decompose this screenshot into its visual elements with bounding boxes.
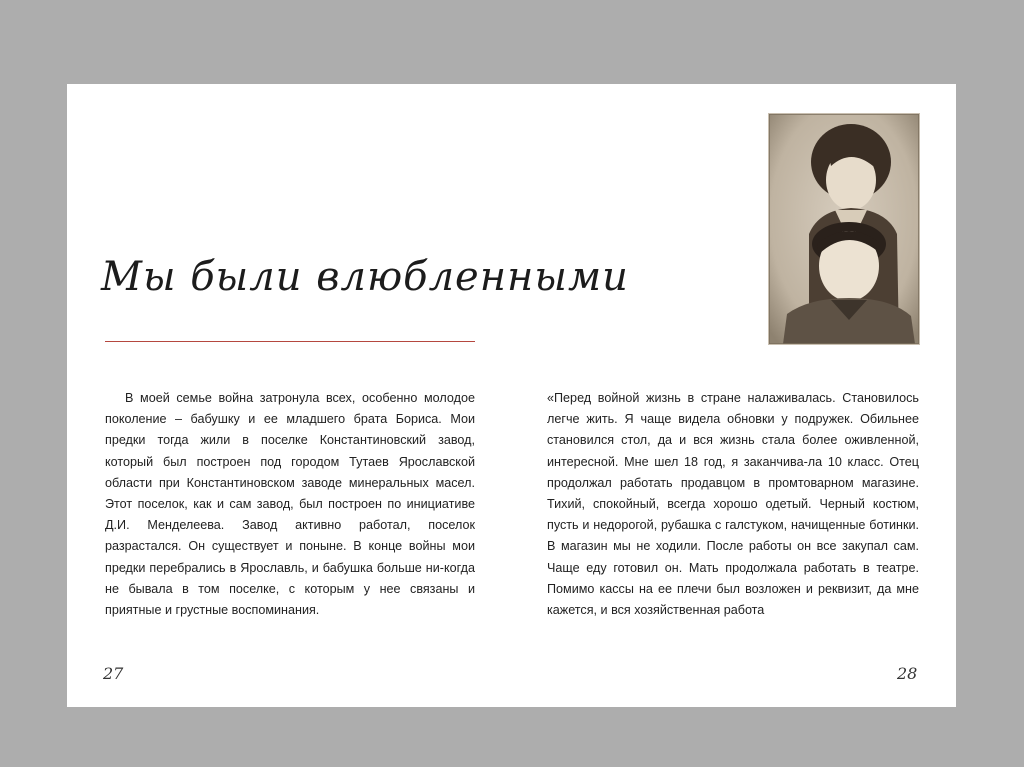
- chapter-title: Мы были влюбленными: [101, 254, 629, 300]
- title-divider: [105, 341, 475, 342]
- vintage-photo-image: [769, 114, 919, 344]
- page-number-left: 27: [103, 664, 124, 683]
- book-spread: [67, 84, 956, 707]
- left-page-text: В моей семье война затронула всех, особенно молодое поколение – бабушку и ее младшего брата Бориса. Мои предки тогда жили в поселке Константиновский завод, который был построен под городом Тутаев Ярославской области при Константиновском заводе минеральных масел. Этот поселок, как и сам завод, был построен по инициативе Д.И. Менделеева. Завод активно работал, поселок разрастался. Он существует и поныне. В конце войны мои предки перебрались в Ярославль, и бабушка больше ни-когда не бывала в том поселке, с которым у нее связаны и приятные и грустные воспоминания.: [105, 391, 475, 618]
- right-page-text: «Перед войной жизнь в стране налаживалась. Становилось легче жить. Я чаще видела обновки у подружек. Обильнее становился стол, да и вся жизнь стала более оживленной, интересной. Мне шел 18 год, я заканчива-ла 10 класс. Отец продолжал работать продавцом в промтоварном магазине. Тихий, спокойный, всегда хорошо одетый. Черный костюм, пусть и недорогой, рубашка с галстуком, начищенные ботинки. В магазин мы не ходили. После работы он все закупал сам. Чаще еду готовил он. Мать продолжала работать в театре. Помимо кассы на ее плечи был возложен и реквизит, да мне кажется, и вся хозяйственная работа: [547, 391, 919, 618]
- page-number-right: 28: [897, 664, 918, 683]
- vintage-photo: [769, 114, 919, 344]
